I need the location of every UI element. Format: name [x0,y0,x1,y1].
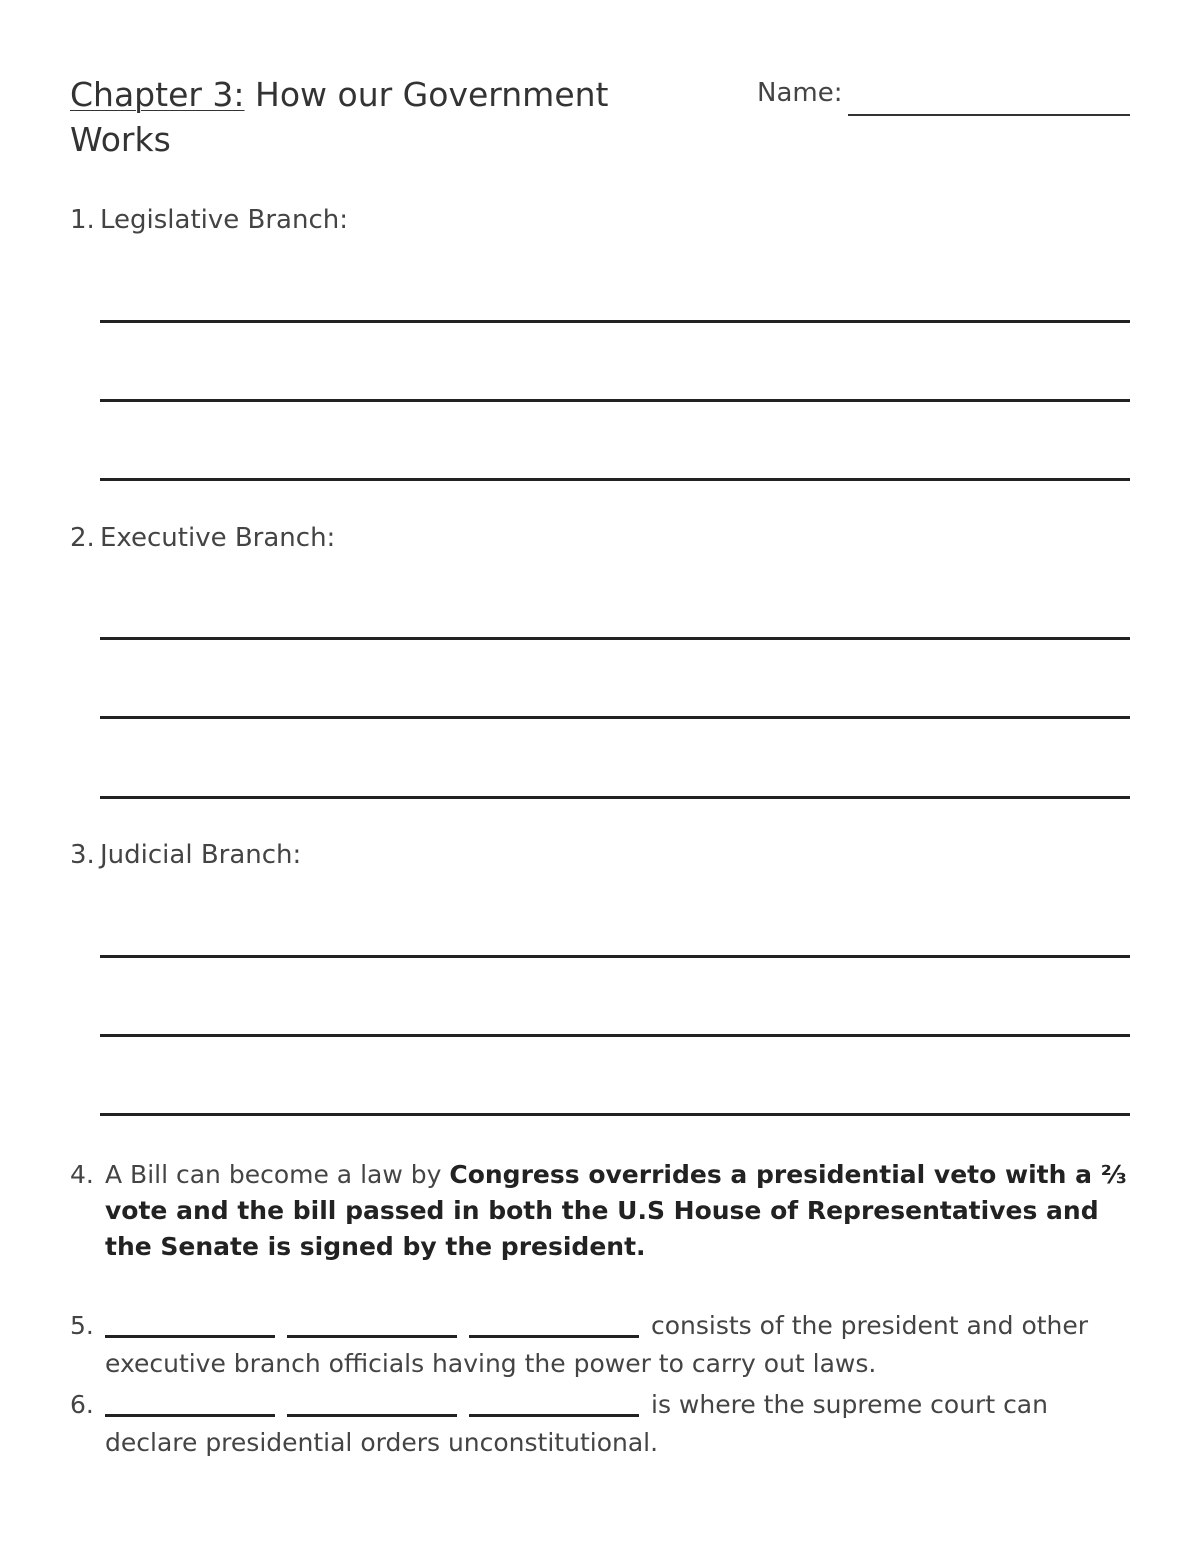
title-text: How our Government Works [70,75,609,159]
question-text [70,1386,1130,1462]
question-3 [70,840,301,870]
question-1 [70,205,348,235]
answer-line[interactable] [100,320,1130,323]
question-number: 5. [70,1311,94,1340]
question-number: 3. [70,840,95,870]
answer-line[interactable] [100,716,1130,719]
answer-line[interactable] [100,1113,1130,1116]
question-rest-text: is where the supreme court can declare presidential orders unconstitutional. [105,1390,1048,1457]
answer-line[interactable] [100,399,1130,402]
fill-blank[interactable] [287,1386,457,1417]
answer-line[interactable] [100,955,1130,958]
fill-blank[interactable] [287,1307,457,1338]
fill-blank[interactable] [469,1386,639,1417]
question-label: Judicial Branch: [100,840,302,870]
question-number: 6. [70,1390,94,1419]
fill-blank[interactable] [469,1307,639,1338]
question-text [70,1157,1130,1265]
question-number: 2. [70,523,95,553]
page-title [70,72,670,162]
fill-blank[interactable] [105,1386,275,1417]
fill-blank[interactable] [105,1307,275,1338]
question-label: Legislative Branch: [100,205,348,235]
question-5 [70,1307,1130,1383]
answer-bold-text: Congress overrides a presidential veto with a ⅔ vote and the bill passed in both the U.S House of Representatives and the Senate is signed by the president. [105,1160,1127,1261]
question-rest-text: consists of the president and other executive branch officials having the power to carry out laws. [105,1311,1089,1378]
question-2 [70,523,335,553]
question-number: 1. [70,205,95,235]
question-label: Executive Branch: [100,523,336,553]
answer-line[interactable] [100,796,1130,799]
answer-line[interactable] [100,637,1130,640]
name-label: Name: [757,78,843,108]
question-6 [70,1386,1130,1462]
question-number: 4. [70,1160,94,1189]
question-prefix: A Bill can become a law by [105,1160,450,1189]
chapter-label: Chapter 3: [70,75,245,114]
question-4 [70,1157,1130,1265]
question-text [70,1307,1130,1383]
name-field[interactable] [848,114,1130,116]
answer-line[interactable] [100,478,1130,481]
answer-line[interactable] [100,1034,1130,1037]
